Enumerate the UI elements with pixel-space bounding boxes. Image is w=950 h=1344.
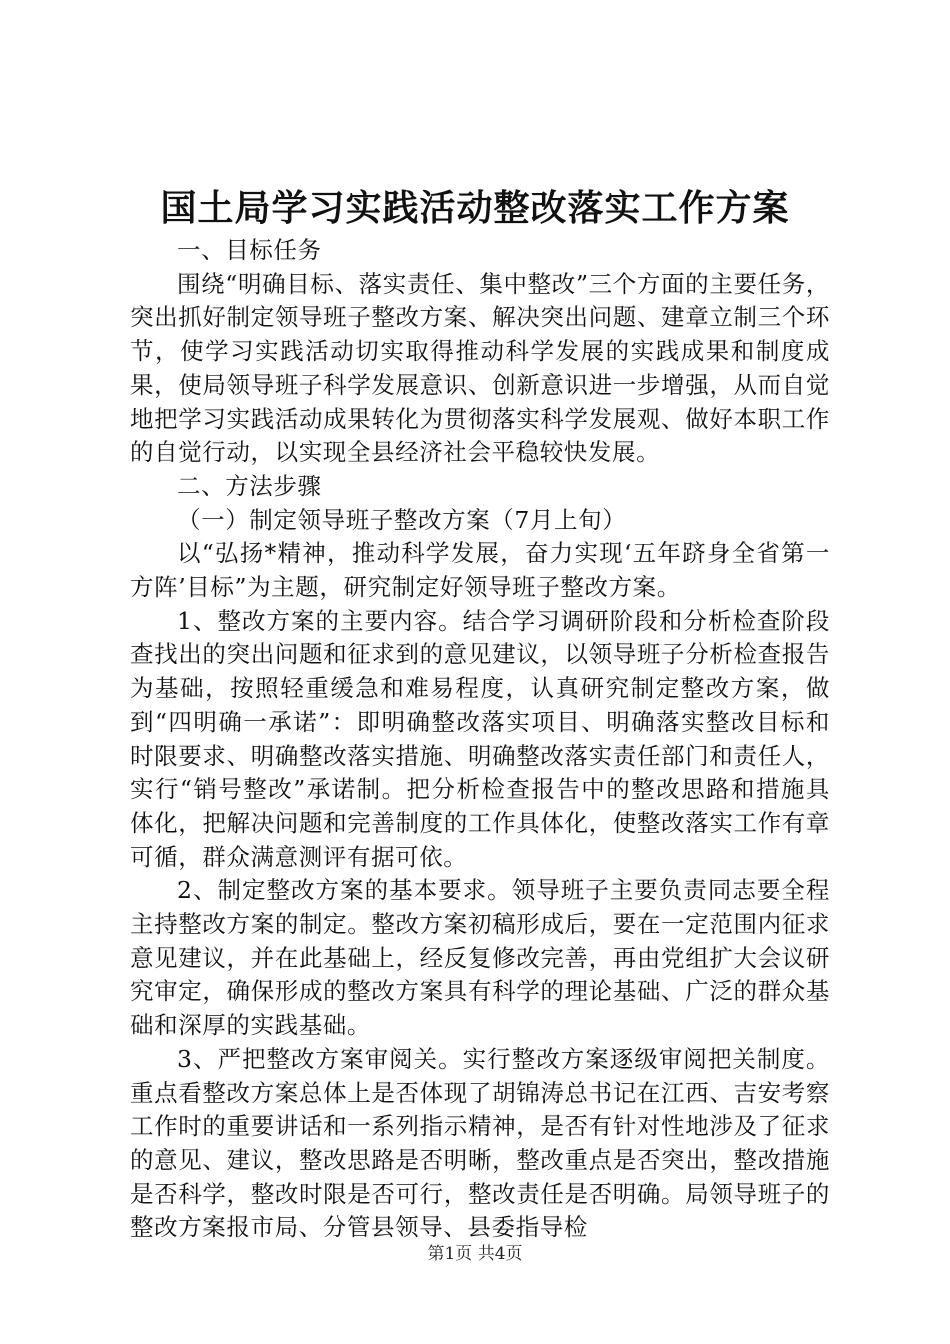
- paragraph-item-1: 1、整改方案的主要内容。结合学习调研阶段和分析检查阶段查找出的突出问题和征求到的意见建议，以领导班子分析检查报告为基础，按照轻重缓急和难易程度，认真研究制定整改方案，做到“四明确一承诺”：即明确整改落实项目、明确落实整改目标和时限要求、明确整改落实措施、明确整改落实责任部门和责任人，实行“销号整改”承诺制。把分析检查报告中的整改思路和措施具体化，把解决问题和完善制度的工作具体化，使整改落实工作有章可循，群众满意测评有据可依。: [130, 606, 830, 871]
- page-number-footer: 第1页 共4页: [427, 1244, 523, 1264]
- document-title: 国土局学习实践活动整改落实工作方案: [160, 187, 790, 229]
- paragraph-theme: 以“弘扬*精神，推动科学发展，奋力实现‘五年跻身全省第一方阵’目标”为主题，研究制定好领导班子整改方案。: [130, 539, 830, 602]
- document-body: [130, 234, 830, 1245]
- paragraph-item-3: 3、严把整改方案审阅关。实行整改方案逐级审阅把关制度。重点看整改方案总体上是否体现了胡锦涛总书记在江西、吉安考察工作时的重要讲话和一系列指示精神，是否有针对性地涉及了征求的意见、建议，整改思路是否明晰，整改重点是否突出，整改措施是否科学，整改时限是否可行，整改责任是否明确。局领导班子的整改方案报市局、分管县领导、县委指导检: [130, 1044, 830, 1242]
- paragraph-goals: 围绕“明确目标、落实责任、集中整改”三个方面的主要任务，突出抓好制定领导班子整改方案、解决突出问题、建章立制三个环节，使学习实践活动切实取得推动科学发展的实践成果和制度成果，使局领导班子科学发展意识、创新意识进一步增强，从而自觉地把学习实践活动成果转化为贯彻落实科学发展观、做好本职工作的自觉行动，以实现全县经济社会平稳较快发展。: [130, 269, 830, 467]
- subheading-step-one: （一）制定领导班子整改方案（7月上旬）: [177, 505, 627, 534]
- heading-goals: 一、目标任务: [177, 236, 322, 264]
- heading-methods: 二、方法步骤: [177, 471, 322, 500]
- paragraph-item-2: 2、制定整改方案的基本要求。领导班子主要负责同志要全程主持整改方案的制定。整改方案初稿形成后，要在一定范围内征求意见建议，并在此基础上，经反复修改完善，再由党组扩大会议研究审定，确保形成的整改方案具有科学的理论基础、广泛的群众基础和深厚的实践基础。: [130, 876, 830, 1040]
